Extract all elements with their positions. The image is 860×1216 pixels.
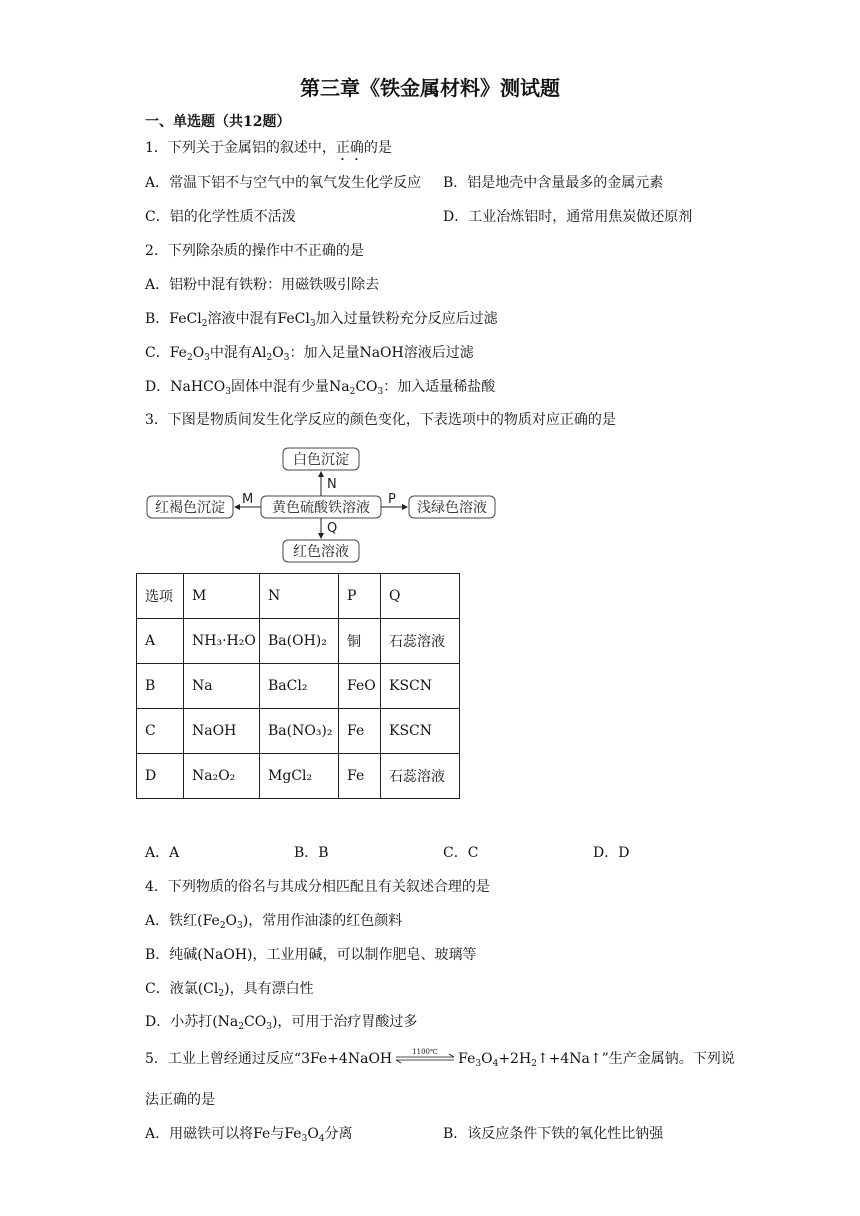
q2-option-b: B．FeCl$_2$溶液中混有FeCl$_3$加入过量铁粉充分反应后过滤: [145, 311, 498, 329]
q3-options-table: [136, 573, 460, 799]
table-cell: Fe: [339, 709, 381, 754]
table-cell: C: [137, 709, 184, 754]
table-cell: D: [137, 754, 184, 799]
table-cell: KSCN: [381, 709, 460, 754]
diagram-bottom-label: 红色溶液: [293, 544, 349, 560]
table-header-row: [137, 574, 460, 619]
q4-stem: 4．下列物质的俗名与其成分相匹配且有关叙述合理的是: [145, 879, 490, 895]
table-header-cell: N: [260, 574, 339, 619]
table-cell: 石蕊溶液: [381, 619, 460, 664]
label-m: M: [242, 492, 254, 507]
q4-option-c: C．液氯$(Cl_2)$，具有漂白性: [145, 981, 314, 999]
reaction-condition: 1100℃: [412, 1048, 438, 1056]
q3-stem: 3．下图是物质间发生化学反应的颜色变化，下表选项中的物质对应正确的是: [145, 412, 616, 428]
diagram-left-label: 红褐色沉淀: [155, 500, 225, 516]
q2-option-a: A．铝粉中混有铁粉：用磁铁吸引除去: [145, 277, 380, 293]
table-cell: Ba(NO₃)₂: [260, 709, 339, 754]
table-cell: Ba(OH)₂: [260, 619, 339, 664]
q2-option-c: C．$Fe_2O_3$中混有$Al_2O_3$：加入足量NaOH溶液后过滤: [145, 345, 474, 363]
table-cell: 石蕊溶液: [381, 754, 460, 799]
q5-option-b: B．该反应条件下铁的氧化性比钠强: [443, 1126, 664, 1142]
q3-reaction-diagram: [145, 446, 505, 564]
table-header-cell: Q: [381, 574, 460, 619]
page-title: 第三章《铁金属材料》测试题: [300, 76, 560, 100]
table-row: [137, 754, 460, 799]
table-cell: MgCl₂: [260, 754, 339, 799]
q2-option-d: D．NaHCO$_3$固体中混有少量$Na_2CO_3$：加入适量稀盐酸: [145, 379, 496, 397]
table-cell: BaCl₂: [260, 664, 339, 709]
section-heading: 一、单选题（共12题）: [145, 114, 291, 130]
label-q: Q: [327, 521, 338, 536]
table-cell: B: [137, 664, 184, 709]
q5-stem-line2: 法正确的是: [145, 1092, 215, 1108]
q3-option-c: C．C: [443, 845, 479, 861]
reversible-arrow: [394, 1048, 456, 1066]
q1-stem: 1．下列关于金属铝的叙述中，正确的是: [145, 140, 392, 156]
table-cell: A: [137, 619, 184, 664]
table-cell: Na₂O₂: [184, 754, 260, 799]
table-cell: Fe: [339, 754, 381, 799]
q4-option-d: D．小苏打$(Na_2CO_3)$，可用于治疗胃酸过多: [145, 1014, 418, 1032]
table-cell: FeO: [339, 664, 381, 709]
table-cell: Na: [184, 664, 260, 709]
q5-option-a: A．用磁铁可以将Fe与$Fe_3O_4$分离: [145, 1126, 353, 1144]
table-row: [137, 709, 460, 754]
q4-option-a: A．铁红$(Fe_2O_3)$，常用作油漆的红色颜料: [145, 913, 403, 931]
q3-option-a: A．A: [145, 845, 180, 861]
q1-option-c: C．铝的化学性质不活泼: [145, 209, 296, 225]
table-row: [137, 664, 460, 709]
table-header-cell: P: [339, 574, 381, 619]
q4-option-b: B．纯碱(NaOH)，工业用碱，可以制作肥皂、玻璃等: [145, 947, 477, 963]
q2-stem: 2．下列除杂质的操作中不正确的是: [145, 243, 364, 259]
q1-option-d: D．工业冶炼铝时，通常用焦炭做还原剂: [443, 209, 693, 225]
q1-option-a: A．常温下铝不与空气中的氧气发生化学反应: [145, 175, 422, 191]
label-n: N: [327, 477, 337, 492]
diagram-center-label: 黄色硫酸铁溶液: [272, 500, 370, 516]
table-cell: NH₃·H₂O: [184, 619, 260, 664]
q3-option-d: D．D: [593, 845, 630, 861]
table-cell: KSCN: [381, 664, 460, 709]
table-header-cell: M: [184, 574, 260, 619]
table-row: [137, 619, 460, 664]
table-cell: 铜: [339, 619, 381, 664]
table-header-cell: 选项: [137, 574, 184, 619]
q5-stem: 5．工业上曾经通过反应“3Fe+4NaOH 1100℃ $Fe_3O_4+2H_2↑+4Na↑$”生产金属钠。下列说: [145, 1048, 735, 1069]
diagram-right-label: 浅绿色溶液: [417, 500, 487, 516]
q1-option-b: B．铝是地壳中含量最多的金属元素: [443, 175, 664, 191]
table-cell: NaOH: [184, 709, 260, 754]
q3-option-b: B．B: [294, 845, 329, 861]
label-p: P: [388, 492, 396, 507]
diagram-top-label: 白色沉淀: [293, 452, 349, 468]
